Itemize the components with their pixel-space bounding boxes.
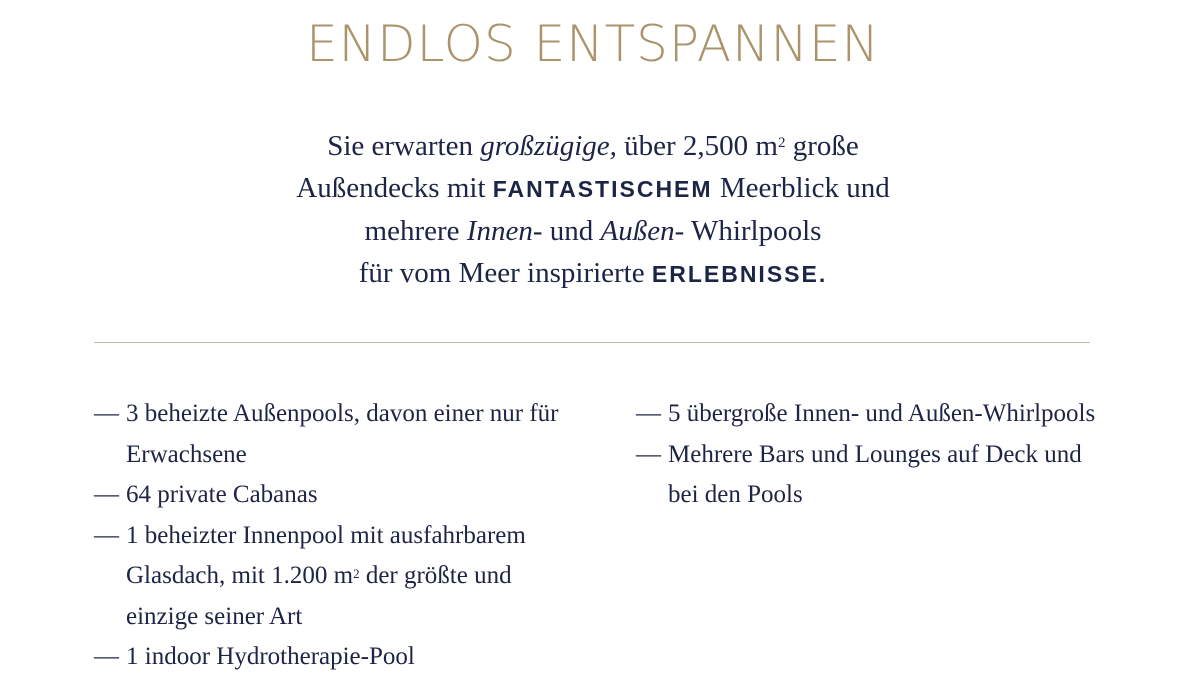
list-item (94, 475, 564, 516)
intro-line-2 (0, 167, 1186, 210)
feature-list-right (636, 394, 1106, 516)
intro-text: über 2,500 m (616, 130, 778, 162)
intro-paragraph (0, 125, 1186, 295)
intro-italic-text: Außen- (600, 215, 685, 247)
intro-text: Whirlpools (684, 215, 822, 247)
intro-line-4 (0, 252, 1186, 295)
intro-emphasis-caps: ERLEBNISSE. (651, 261, 828, 287)
superscript: 2 (353, 566, 360, 581)
list-item-text: 1 indoor Hydrotherapie-Pool (126, 643, 415, 670)
page-title: ENDLOS ENTSPANNEN (306, 15, 880, 73)
intro-text: mehrere (364, 215, 467, 247)
intro-emphasis-caps: FANTASTISCHEM (492, 176, 713, 202)
intro-line-1 (0, 125, 1186, 167)
intro-text: große (785, 130, 859, 162)
intro-line-3 (0, 210, 1186, 252)
superscript: 2 (778, 135, 786, 151)
list-item (636, 435, 1106, 516)
dash-bullet: — (636, 400, 661, 427)
list-item-text: 3 beheizte Außenpools, davon einer nur für Erwachsene (126, 400, 559, 468)
intro-text: Sie erwarten (327, 130, 481, 162)
list-item-text: 5 übergroße Innen- und Außen-Whirlpools (668, 400, 1096, 427)
intro-text: für vom Meer inspirierte (358, 257, 652, 289)
list-item-text-part: 1 beheizter Innenpool mit ausfahrbarem Glasdach, mit 1.200 m (126, 521, 526, 589)
list-item (94, 516, 564, 638)
divider (94, 342, 1090, 343)
list-item (636, 394, 1106, 435)
dash-bullet: — (94, 400, 119, 427)
intro-italic-text: Innen- (466, 215, 543, 247)
list-item-text-part: der größte und einzige seiner Art (126, 562, 512, 630)
intro-text: Meerblick und (712, 172, 890, 204)
dash-bullet: — (636, 440, 661, 468)
list-item-text: 64 private Cabanas (126, 481, 318, 508)
list-item (94, 637, 564, 678)
dash-bullet: — (94, 643, 119, 670)
dash-bullet: — (94, 521, 119, 549)
intro-text: Außendecks mit (296, 172, 493, 204)
intro-italic-text: großzügige, (480, 130, 617, 162)
dash-bullet: — (94, 481, 119, 508)
list-item-text: Mehrere Bars und Lounges auf Deck und bei den Pools (668, 440, 1082, 508)
feature-list-left (94, 394, 564, 678)
intro-text: und (542, 215, 601, 247)
list-item (94, 394, 564, 475)
list-item-text (126, 516, 564, 638)
